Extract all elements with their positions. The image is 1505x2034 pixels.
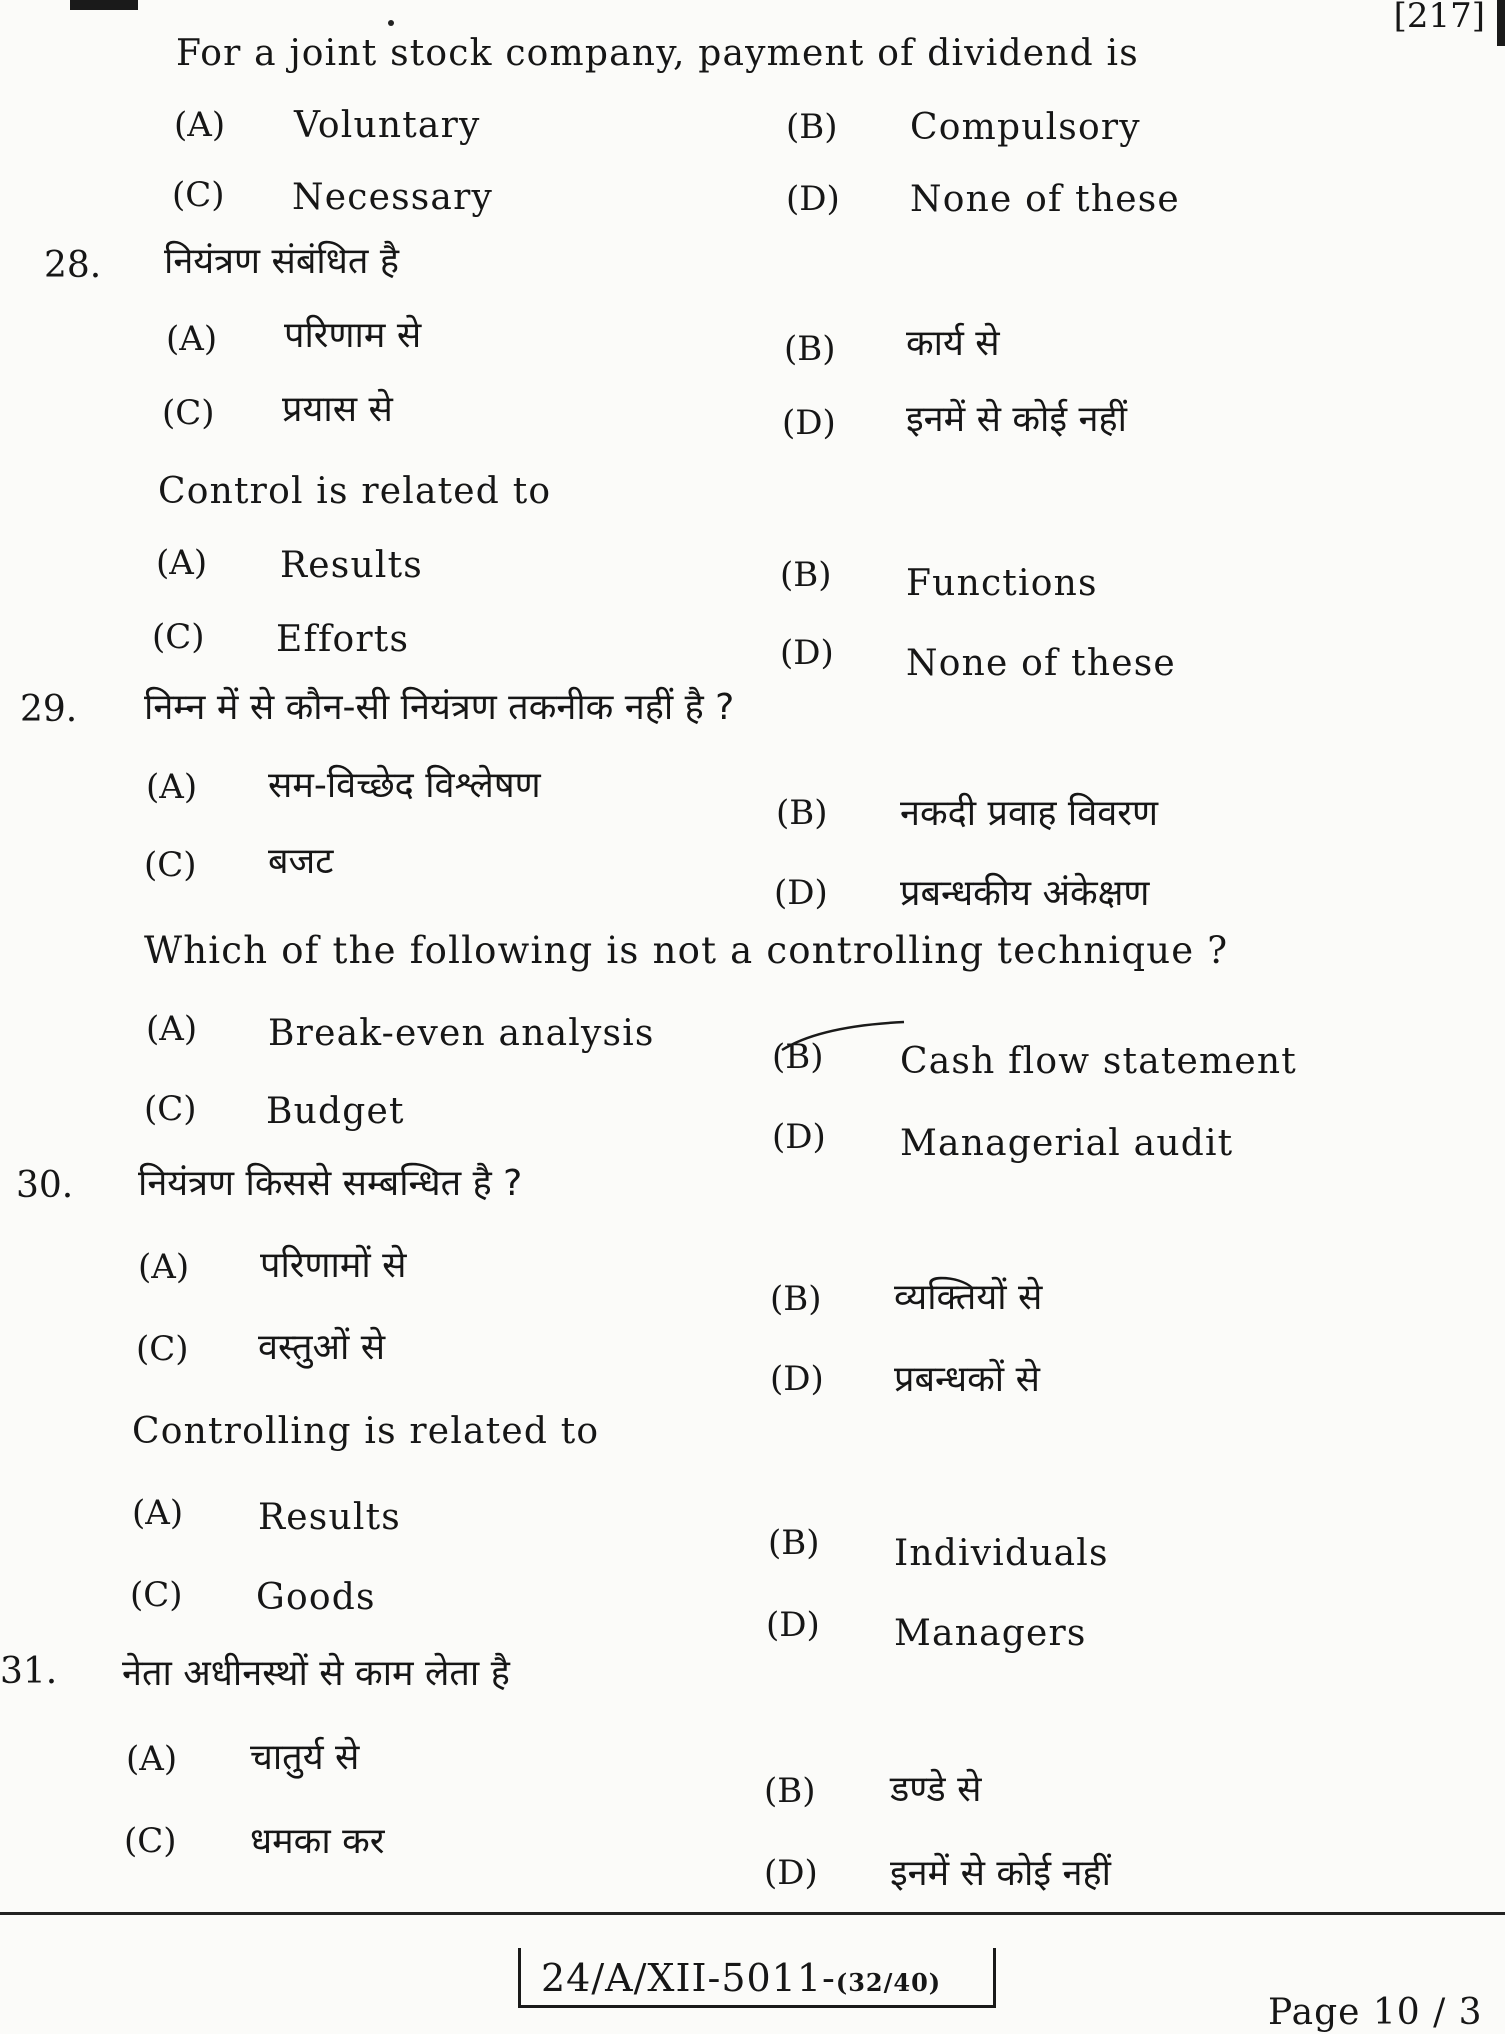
option-label: (B)	[784, 329, 836, 369]
option-label: (B)	[770, 1279, 822, 1319]
option-text: Functions	[906, 563, 1098, 604]
option-label: (A)	[166, 319, 218, 359]
option-text: Cash flow statement	[900, 1041, 1297, 1082]
option-label: (D)	[764, 1853, 818, 1893]
option-label: (C)	[130, 1575, 183, 1615]
option-label: (D)	[780, 633, 834, 673]
option-text: इनमें से कोई नहीं	[906, 399, 1127, 440]
edge-bar-mark	[1497, 0, 1505, 46]
option-label: (D)	[782, 403, 836, 443]
option-text: नकदी प्रवाह विवरण	[900, 793, 1159, 834]
question-number: 31.	[0, 1651, 58, 1692]
option-text: Voluntary	[294, 105, 481, 146]
option-label: (A)	[132, 1493, 184, 1533]
option-label: (B)	[776, 793, 828, 833]
ink-dot	[388, 20, 394, 26]
option-label: (A)	[174, 105, 226, 145]
option-text: सम-विच्छेद विश्लेषण	[268, 765, 541, 806]
option-label: (B)	[786, 107, 838, 147]
option-label: (C)	[144, 845, 197, 885]
option-text: Efforts	[276, 619, 410, 660]
corner-print-mark	[70, 0, 138, 10]
option-text: None of these	[910, 179, 1180, 220]
option-label: (A)	[126, 1739, 178, 1779]
question-stem-en: Which of the following is not a controlling technique ?	[144, 929, 1229, 972]
option-text: प्रबन्धकों से	[894, 1359, 1040, 1400]
option-label: (D)	[770, 1359, 824, 1399]
option-text: परिणामों से	[260, 1245, 407, 1286]
option-text: Individuals	[894, 1533, 1109, 1574]
option-text: वस्तुओं से	[258, 1327, 386, 1368]
option-text: प्रबन्धकीय अंकेक्षण	[900, 873, 1150, 914]
option-text: परिणाम से	[284, 315, 422, 356]
option-text: Managerial audit	[900, 1123, 1234, 1164]
option-text: Results	[280, 545, 423, 586]
option-text: कार्य से	[906, 323, 1000, 364]
option-label: (C)	[144, 1089, 197, 1129]
option-text: None of these	[906, 643, 1176, 684]
question-stem-en: Control is related to	[158, 471, 552, 512]
option-text: Budget	[266, 1091, 405, 1132]
option-label: (C)	[124, 1821, 177, 1861]
option-label: (D)	[786, 179, 840, 219]
question-stem-hi: नेता अधीनस्थों से काम लेता है	[122, 1653, 510, 1694]
option-text: प्रयास से	[282, 389, 393, 430]
option-label: (A)	[156, 543, 208, 583]
option-text: Goods	[256, 1577, 376, 1618]
edge-page-mark: [217]	[1393, 0, 1485, 36]
option-text: Necessary	[292, 177, 494, 218]
option-text: धमका कर	[250, 1821, 385, 1862]
option-label: (B)	[772, 1037, 824, 1077]
question-number: 30.	[16, 1165, 74, 1206]
question-stem-en: For a joint stock company, payment of dividend is	[176, 33, 1139, 74]
option-text: Break-even analysis	[268, 1013, 655, 1054]
option-label: (A)	[138, 1247, 190, 1287]
option-label: (B)	[764, 1771, 816, 1811]
option-label: (C)	[136, 1329, 189, 1369]
question-stem-hi: निम्न में से कौन-सी नियंत्रण तकनीक नहीं है ?	[144, 687, 735, 728]
option-label: (C)	[152, 617, 205, 657]
paper-code-suffix: (32/40)	[835, 1968, 942, 1997]
option-label: (D)	[766, 1605, 820, 1645]
option-label: (A)	[146, 767, 198, 807]
option-text: Managers	[894, 1613, 1087, 1654]
option-label: (C)	[172, 175, 225, 215]
option-label: (D)	[774, 873, 828, 913]
option-label: (A)	[146, 1009, 198, 1049]
option-label: (B)	[768, 1523, 820, 1563]
page-number: Page 10 / 3	[1268, 1992, 1483, 2033]
option-text: चातुर्य से	[250, 1737, 360, 1778]
question-number: 28.	[44, 245, 102, 286]
option-text: बजट	[268, 841, 334, 882]
option-text: Compulsory	[910, 107, 1141, 148]
question-stem-en: Controlling is related to	[132, 1411, 600, 1452]
paper-code-box	[518, 1948, 996, 2008]
paper-code: 24/A/XII-5011-	[541, 1956, 836, 2000]
question-stem-hi: नियंत्रण संबंधित है	[164, 241, 399, 282]
hand-tick-mark	[780, 1020, 910, 1060]
question-number: 29.	[20, 689, 78, 730]
option-label: (B)	[780, 555, 832, 595]
option-label: (C)	[162, 393, 215, 433]
option-text: व्यक्तियों से	[894, 1277, 1043, 1318]
option-text: इनमें से कोई नहीं	[890, 1853, 1111, 1894]
question-stem-hi: नियंत्रण किससे सम्बन्धित है ?	[138, 1163, 523, 1204]
footer-rule	[0, 1912, 1505, 1915]
option-label: (D)	[772, 1117, 826, 1157]
option-text: डण्डे से	[890, 1769, 982, 1810]
option-text: Results	[258, 1497, 401, 1538]
